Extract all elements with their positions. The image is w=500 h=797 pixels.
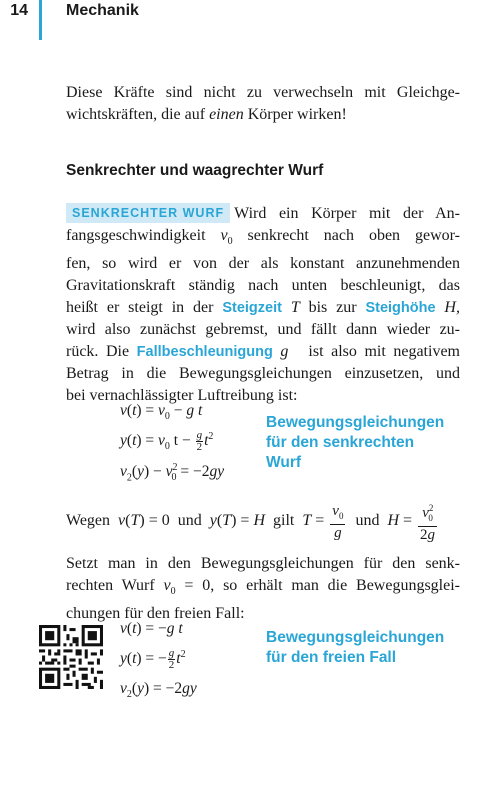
term-fallbeschleunigung: Fallbeschleunigung: [136, 344, 273, 361]
var-H: H,: [435, 299, 460, 317]
text: gilt: [273, 512, 295, 530]
equation-freefall-height: y(t) = − $\frac{g}{2}$ $t^2$: [120, 647, 186, 671]
text: heißt er steigt in der: [66, 299, 223, 317]
equation-freefall-velocity: v(t) = −g t: [120, 620, 183, 637]
subscript: 0: [227, 236, 233, 248]
intro-paragraph: [66, 82, 460, 126]
label-line: Bewegungsgleichungen: [266, 629, 445, 646]
para-line: Gravitationskraft ständig nach unten beschleunigt, das: [66, 277, 460, 295]
label-line: für den senkrechten: [266, 434, 415, 451]
text: Wegen: [66, 512, 111, 530]
setzt-paragraph: [66, 553, 460, 625]
text: rück. Die: [66, 343, 137, 361]
var-g-vector: g⃗: [272, 343, 301, 361]
text: ist also mit negativem: [300, 343, 460, 361]
text: , so erhält man die Bewegungsglei-: [210, 577, 461, 594]
text: und: [177, 512, 202, 530]
equation-freefall-energy: $v_2(y) = -2gy$: [120, 680, 197, 701]
keyword-badge: SENKRECHTER WURF: [66, 203, 230, 223]
para-line: Setzt man in den Bewegungsgleichungen für den senk-: [66, 555, 460, 572]
equation-velocity: $v(t) = v_0 - g$ t: [120, 402, 203, 423]
text: und: [355, 512, 380, 530]
para-line: fen, so wird er von der als konstant anzunehmenden: [66, 255, 460, 273]
wegen-line: Wegen v(T) = 0 und y(T) = H gilt T = $\frac{v_0}{g}$ und H = $\frac{v^2_0}{2g}$: [66, 500, 439, 543]
emphasis: einen: [209, 106, 244, 123]
para-line: rechten Wurf $v_0 = 0$, so erhält man die Bewegungsglei-: [66, 577, 461, 598]
text: rechten Wurf: [66, 577, 164, 594]
section-paragraph: [66, 203, 460, 407]
para-line: [66, 297, 460, 319]
qr-code-icon[interactable]: [39, 625, 103, 689]
section-heading: Senkrechter und waagrechter Wurf: [66, 162, 324, 179]
equation-energy: $v_2(y) - v^2_0 = -2gy$: [120, 462, 225, 484]
header-rule: [39, 0, 42, 40]
para-line: [66, 203, 460, 225]
para-line: [66, 341, 460, 363]
term-steighoehe: Steighöhe: [365, 300, 436, 317]
para-line: wird also zunächst gebremst, und fällt dann wieder zu-: [66, 321, 460, 339]
chapter-title: Mechanik: [66, 2, 139, 19]
text: bis zur: [299, 299, 366, 317]
text: Körper wirken!: [243, 106, 347, 123]
label-line: Wurf: [266, 454, 302, 471]
label-line: für den freien Fall: [266, 649, 397, 666]
var-v: v: [220, 227, 228, 244]
page-number: 14: [10, 2, 28, 19]
text: wichtskräften, die auf: [66, 106, 210, 123]
text: Wird ein Körper mit der An-: [234, 205, 460, 222]
equations-label-free-fall: [266, 628, 444, 668]
para-line: Betrag in die Bewegungsgleichungen einzusetzen, und: [66, 365, 460, 383]
intro-line: [66, 104, 460, 126]
equations-label-vertical: [266, 413, 444, 473]
equation-height: $y(t) = v_0$ t − $\frac{g}{2}$ $t^2$: [120, 429, 214, 453]
intro-line: Diese Kräfte sind nicht zu verwechseln mit Gleichge-: [66, 84, 460, 101]
term-steigzeit: Steigzeit: [222, 300, 282, 317]
para-line: chungen für den freien Fall:: [66, 605, 245, 623]
text: senkrecht nach oben gewor-: [232, 227, 460, 244]
text: fangsgeschwindigkeit: [66, 227, 221, 244]
para-line: bei vernachlässigter Luftreibung ist:: [66, 387, 298, 405]
label-line: Bewegungsgleichungen: [266, 414, 445, 431]
var-T: T: [281, 299, 300, 317]
para-line: [66, 225, 460, 253]
